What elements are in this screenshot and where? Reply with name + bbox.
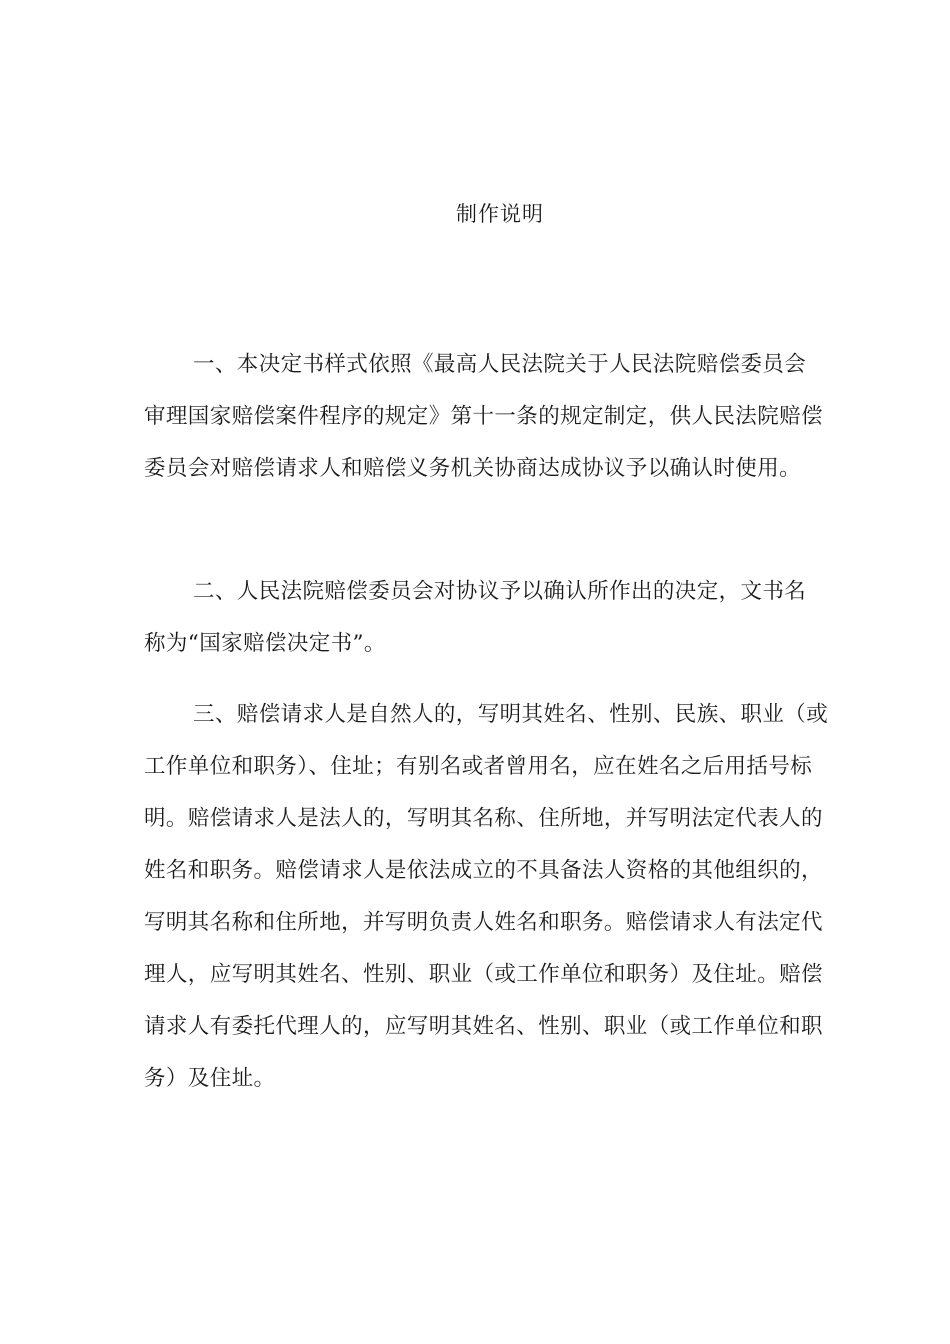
paragraph-3: 三、赔偿请求人是自然人的，写明其姓名、性别、民族、职业（或工作单位和职务）、住址；有别名或者曾用名，应在姓名之后用括号标明。赔偿请求人是法人的，写明其名称、住所地，并写明法定代表人的姓名和职务。赔偿请求人是依法成立的不具备法人资格的其他组织的，写明其名称和住所地，并写明负责人姓名和职务。赔偿请求人有法定代理人，应写明其姓名、性别、职业（或工作单位和职务）及住址。赔偿请求人有委托代理人的，应写明其姓名、性别、职业（或工作单位和职务）及住址。 (144, 702, 829, 1091)
document-title: 制作说明 (456, 202, 544, 226)
paragraph-2: 二、人民法院赔偿委员会对协议予以确认所作出的决定，文书名称为“国家赔偿决定书”。 (144, 579, 807, 656)
paragraph-1: 一、本决定书样式依照《最高人民法院关于人民法院赔偿委员会审理国家赔偿案件程序的规定》第十一条的规定制定，供人民法院赔偿委员会对赔偿请求人和赔偿义务机关协商达成协议予以确认时使用。 (144, 352, 823, 481)
